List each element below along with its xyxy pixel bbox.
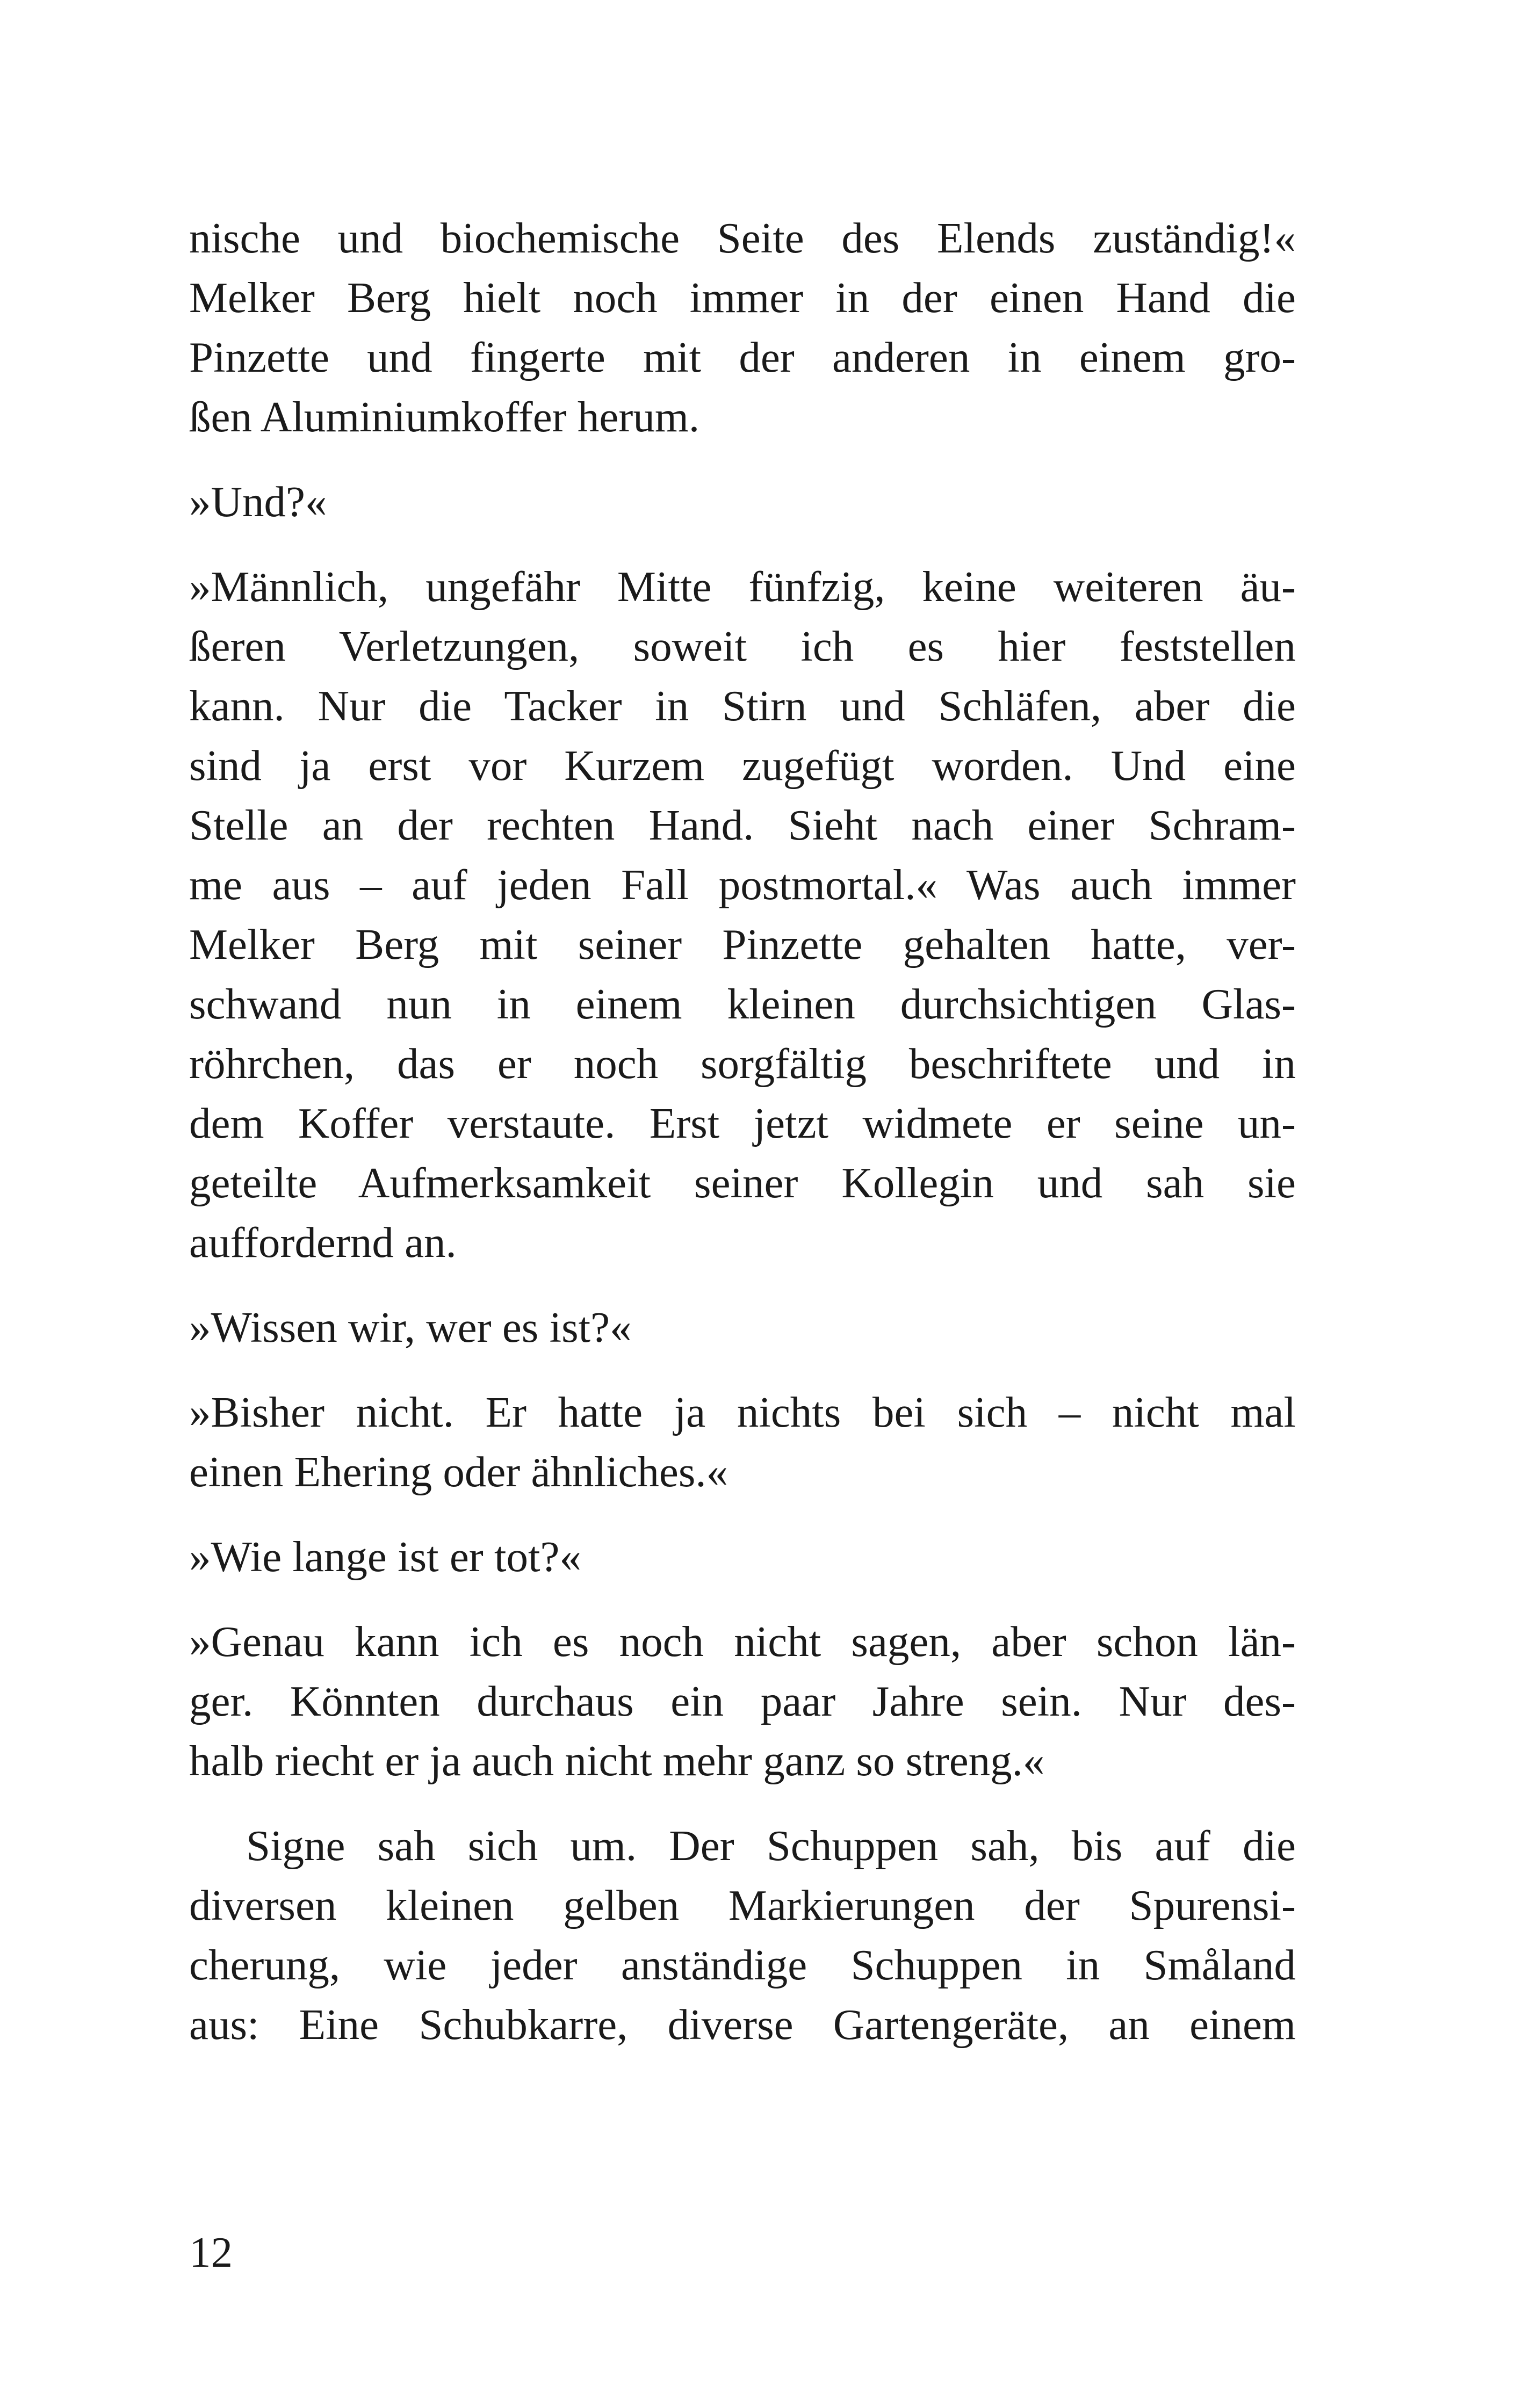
- text-line: cherung, wie jeder anständige Schuppen in Småland: [189, 1941, 1296, 1989]
- text-line: nische und biochemische Seite des Elends zuständig!«: [189, 214, 1296, 262]
- body-text: [189, 208, 1296, 2055]
- text-line: halb riecht er ja auch nicht mehr ganz so streng.«: [189, 1737, 1045, 1785]
- text-line: diversen kleinen gelben Markierungen der Spurensi-: [189, 1881, 1296, 1929]
- text-line: dem Koffer verstaute. Erst jetzt widmete er seine un-: [189, 1099, 1296, 1147]
- paragraph: [189, 557, 1296, 1272]
- text-line: kann. Nur die Tacker in Stirn und Schläfen, aber die: [189, 682, 1296, 730]
- text-line: Stelle an der rechten Hand. Sieht nach einer Schram-: [189, 801, 1296, 849]
- text-line: »Wissen wir, wer es ist?«: [189, 1303, 632, 1351]
- text-line: auffordernd an.: [189, 1218, 457, 1267]
- text-line: aus: Eine Schubkarre, diverse Gartengeräte, an einem: [189, 2000, 1296, 2049]
- text-line: einen Ehering oder ähnliches.«: [189, 1448, 728, 1496]
- text-line: »Wie lange ist er tot?«: [189, 1532, 581, 1581]
- text-line: sind ja erst vor Kurzem zugefügt worden. Und eine: [189, 741, 1296, 790]
- paragraph: [189, 1298, 1296, 1357]
- text-line: »Und?«: [189, 478, 327, 526]
- paragraph: [189, 1383, 1296, 1502]
- text-line: röhrchen, das er noch sorgfältig beschriftete und in: [189, 1039, 1296, 1088]
- paragraph: [189, 1527, 1296, 1587]
- text-line: Melker Berg mit seiner Pinzette gehalten hatte, ver-: [189, 920, 1296, 968]
- text-line: »Bisher nicht. Er hatte ja nichts bei sich – nicht mal: [189, 1388, 1296, 1436]
- text-line: ßen Aluminiumkoffer herum.: [189, 393, 700, 441]
- text-line: Pinzette und fingerte mit der anderen in einem gro-: [189, 333, 1296, 381]
- text-line: ger. Könnten durchaus ein paar Jahre sein. Nur des-: [189, 1677, 1296, 1725]
- text-line: me aus – auf jeden Fall postmortal.« Was auch immer: [189, 860, 1296, 909]
- page-number: 12: [189, 2228, 233, 2276]
- text-line: Signe sah sich um. Der Schuppen sah, bis auf die: [246, 1821, 1296, 1870]
- text-line: Melker Berg hielt noch immer in der einen Hand die: [189, 273, 1296, 322]
- paragraph: [189, 1612, 1296, 1791]
- paragraph: [189, 208, 1296, 447]
- text-line: geteilte Aufmerksamkeit seiner Kollegin und sah sie: [189, 1159, 1296, 1207]
- text-line: »Genau kann ich es noch nicht sagen, aber schon län-: [189, 1617, 1296, 1666]
- paragraph: [189, 472, 1296, 532]
- text-line: schwand nun in einem kleinen durchsichtigen Glas-: [189, 980, 1296, 1028]
- text-line: »Männlich, ungefähr Mitte fünfzig, keine weiteren äu-: [189, 562, 1296, 611]
- text-line: ßeren Verletzungen, soweit ich es hier feststellen: [189, 622, 1296, 670]
- paragraph: [189, 1816, 1296, 2055]
